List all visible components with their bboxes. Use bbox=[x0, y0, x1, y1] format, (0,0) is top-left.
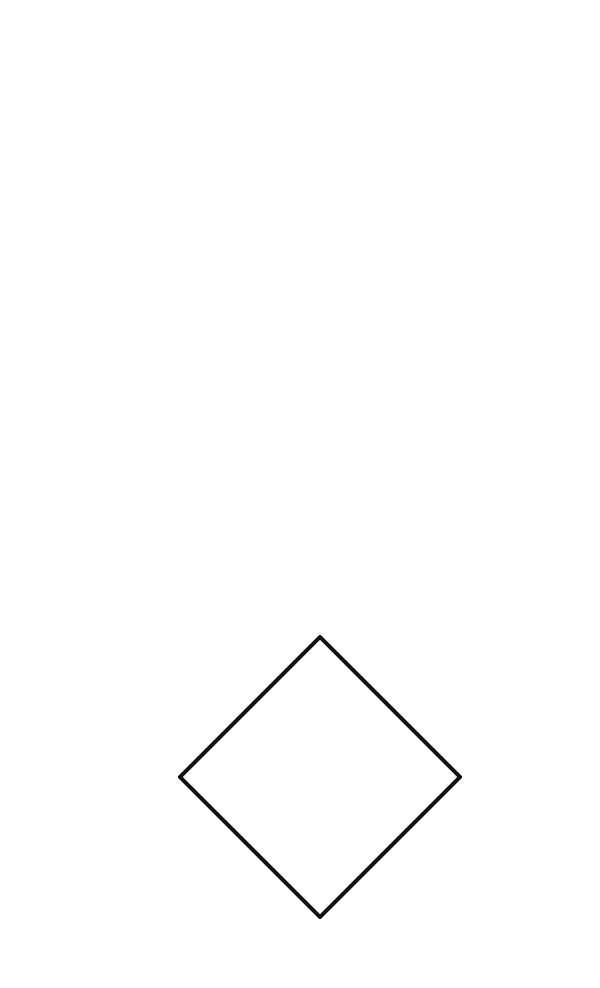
section-line-2 bbox=[28, 85, 578, 106]
diamond-border bbox=[180, 637, 460, 917]
section-heading-line bbox=[28, 64, 578, 85]
diamond-figure bbox=[178, 635, 462, 919]
body-text bbox=[28, 36, 578, 106]
word-diamond-puzzle bbox=[178, 635, 462, 919]
